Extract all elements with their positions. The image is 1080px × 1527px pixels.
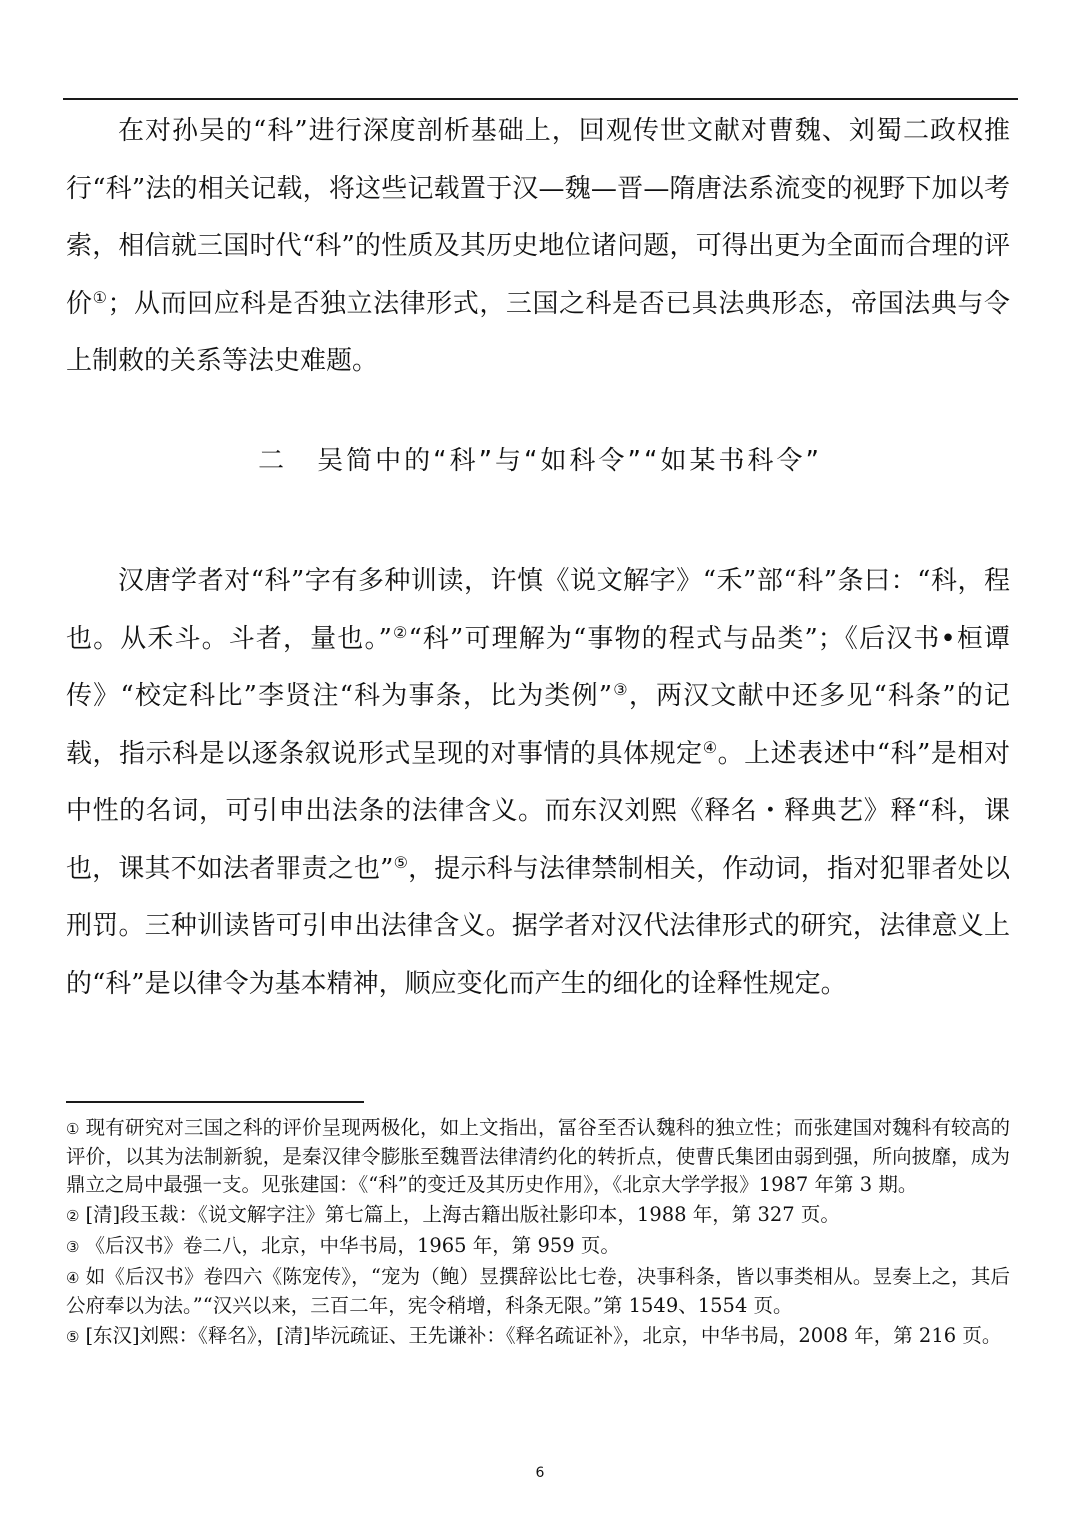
paragraph-text: 。上述表述中“科”是相对中性的名词，可引申出法条的法律含义。而东汉刘熙《释名・释典艺》释“科，课也，课其不如法者罪责之也”: [66, 738, 1010, 884]
footnote-4: [66, 1263, 1010, 1320]
footnote-text: [东汉]刘熙：《释名》，[清]毕沅疏证、王先谦补：《释名疏证补》，北京，中华书局，2008 年，第 216 页。: [85, 1324, 1002, 1347]
footnote-text: 如《后汉书》卷四六《陈宠传》，“宠为（鲍）昱撰辞讼比七卷，决事科条，皆以事类相从。昱奏上之，其后公府奉以为法。”“汉兴以来，三百二年，宪令稍增，科条无限。”第 1549、1554 页。: [66, 1265, 1010, 1317]
section-title: 吴简中的“科”与“如科令”“如某书科令”: [317, 446, 822, 476]
page-number: 6: [535, 1465, 545, 1481]
footnote-ref-4[interactable]: ④: [702, 737, 718, 757]
paragraph-text: ，提示科与法律禁制相关，作动词，指对犯罪者处以刑罚。三种训读皆可引申出法律含义。据学者对汉代法律形式的研究，法律意义上的“科”是以律令为基本精神，顺应变化而产生的细化的诠释性规定。: [66, 853, 1011, 999]
paragraph-text: ，两汉文献中还多见“科条”的记载，指示科是以逐条叙说形式呈现的对事情的具体规定: [66, 681, 1011, 769]
footnote-text: 《后汉书》卷二八，北京，中华书局，1965 年，第 959 页。: [85, 1234, 620, 1257]
footnote-ref-1[interactable]: ①: [92, 287, 108, 307]
footnote-text: 现有研究对三国之科的评价呈现两极化，如上文指出，冨谷至否认魏科的独立性；而张建国对魏科有较高的评价，以其为法制新貌，是秦汉律令膨胀至魏晋法律清约化的转折点，使曹氏集团由弱到强，所向披靡，成为鼎立之局中最强一支。见张建国：《“科”的变迁及其历史作用》，《北京大学学报》1987 年第 3 期。: [66, 1116, 1010, 1196]
paragraph-text: “科”可理解为“事物的程式与品类”；《后汉书•桓谭传》“校定科比”李贤注“科为事条，比为类例”: [66, 623, 1010, 711]
footnote-ref-3[interactable]: ③: [612, 680, 629, 699]
footnote-3: [66, 1232, 1010, 1261]
footnote-ref-5[interactable]: ⑤: [393, 852, 409, 872]
footnote-2: [66, 1201, 1010, 1230]
footnote-marker: ②: [66, 1207, 80, 1225]
footnotes: [66, 1114, 1010, 1353]
header-rule: [63, 98, 1018, 100]
footnote-text: [清]段玉裁：《说文解字注》第七篇上，上海古籍出版社影印本，1988 年，第 327 页。: [85, 1203, 840, 1226]
footnote-marker: ①: [66, 1120, 80, 1138]
section-heading: [0, 440, 1080, 477]
section-number: 二: [258, 446, 288, 476]
footnote-marker: ③: [66, 1238, 80, 1256]
body-paragraph-1: [66, 103, 1010, 391]
footnote-1: [66, 1114, 1010, 1199]
footnote-separator: [66, 1101, 364, 1103]
paragraph-text: 在对孙吴的“科”进行深度剖析基础上，回观传世文献对曹魏、刘蜀二政权推行“科”法的相关记载，将这些记载置于汉—魏—晋—隋唐法系流变的视野下加以考索，相信就三国时代“科”的性质及其历史地位诸问题，可得出更为全面而合理的评价: [66, 116, 1010, 319]
footnote-5: [66, 1322, 1010, 1351]
footnote-marker: ⑤: [66, 1328, 80, 1346]
paragraph-text: 汉唐学者对“科”字有多种训读，许慎《说文解字》“禾”部“科”条曰：“科，程也。从禾斗。斗者，量也。”: [66, 566, 1010, 654]
body-paragraph-2: [66, 553, 1010, 1013]
footnote-ref-2[interactable]: ②: [391, 622, 409, 642]
paragraph-text: ；从而回应科是否独立法律形式，三国之科是否已具法典形态，帝国法典与令上制敕的关系等法史难题。: [66, 288, 1010, 376]
footnote-marker: ④: [66, 1269, 80, 1287]
